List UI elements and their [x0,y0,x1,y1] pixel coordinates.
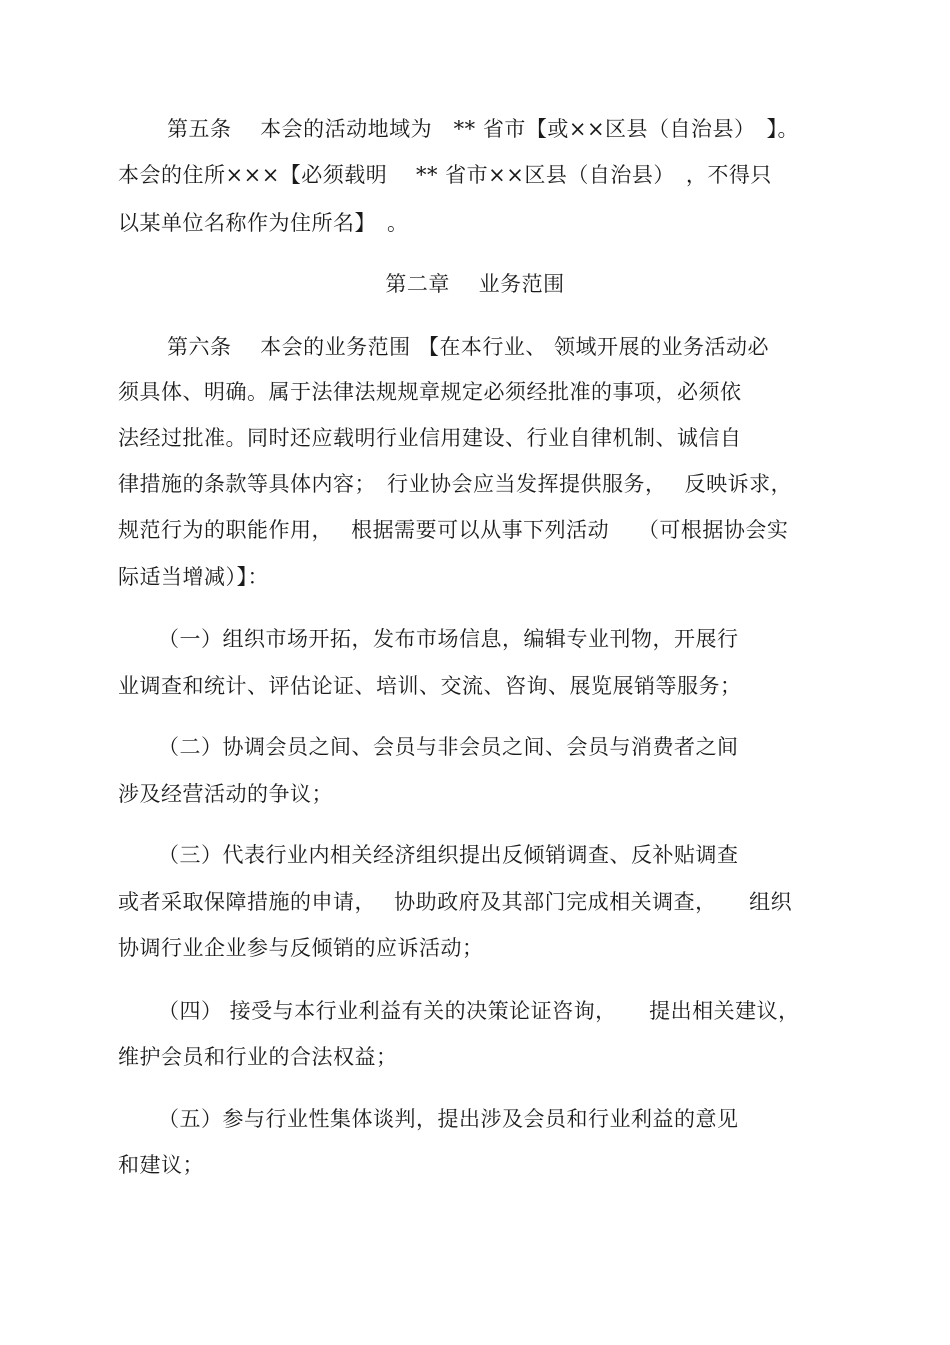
article-6-line-3: 法经过批准。同时还应载明行业信用建设、行业自律机制、诚信自 [118,426,742,450]
article-6-line-1: 第六条 本会的业务范围 【在本行业、 领域开展的业务活动必 [167,335,770,359]
item-1-line-2: 业调查和统计、评估论证、培训、交流、咨询、展览展销等服务； [118,674,742,698]
item-5-line-1: （五）参与行业性集体谈判，提出涉及会员和行业利益的意见 [158,1107,739,1131]
item-4-line-1: （四） 接受与本行业利益有关的决策论证咨询， 提出相关建议， [158,999,800,1023]
article-6-line-6: 际适当增减）】： [118,565,269,589]
item-3-line-3: 协调行业企业参与反倾销的应诉活动； [118,936,484,960]
article-6-line-4: 律措施的条款等具体内容； 行业协会应当发挥提供服务， 反映诉求， [118,472,793,496]
item-3-line-1: （三）代表行业内相关经济组织提出反倾销调查、反补贴调查 [158,843,739,867]
item-1-line-1: （一）组织市场开拓，发布市场信息，编辑专业刊物，开展行 [158,627,739,651]
item-3-line-2: 或者采取保障措施的申请， 协助政府及其部门完成相关调查， 组织 [118,890,793,914]
item-4-line-2: 维护会员和行业的合法权益； [118,1045,398,1069]
item-5-line-2: 和建议； [118,1153,204,1177]
article-6-line-2: 须具体、明确。属于法律法规规章规定必须经批准的事项，必须依 [118,380,742,404]
article-6-line-5: 规范行为的职能作用， 根据需要可以从事下列活动 （可根据协会实 [118,518,789,542]
chapter-heading: 第二章 业务范围 [385,272,565,296]
article-5-line-2: 本会的住所×××【必须载明 ** 省市××区县（自治县） ，不得只 [118,163,772,187]
article-5-line-1: 第五条 本会的活动地域为 ** 省市【或××区县（自治县） 】。 [167,117,800,141]
item-2-line-2: 涉及经营活动的争议； [118,782,333,806]
article-5-line-3: 以某单位名称作为住所名】 。 [118,211,409,235]
item-2-line-1: （二）协调会员之间、会员与非会员之间、会员与消费者之间 [158,735,739,759]
